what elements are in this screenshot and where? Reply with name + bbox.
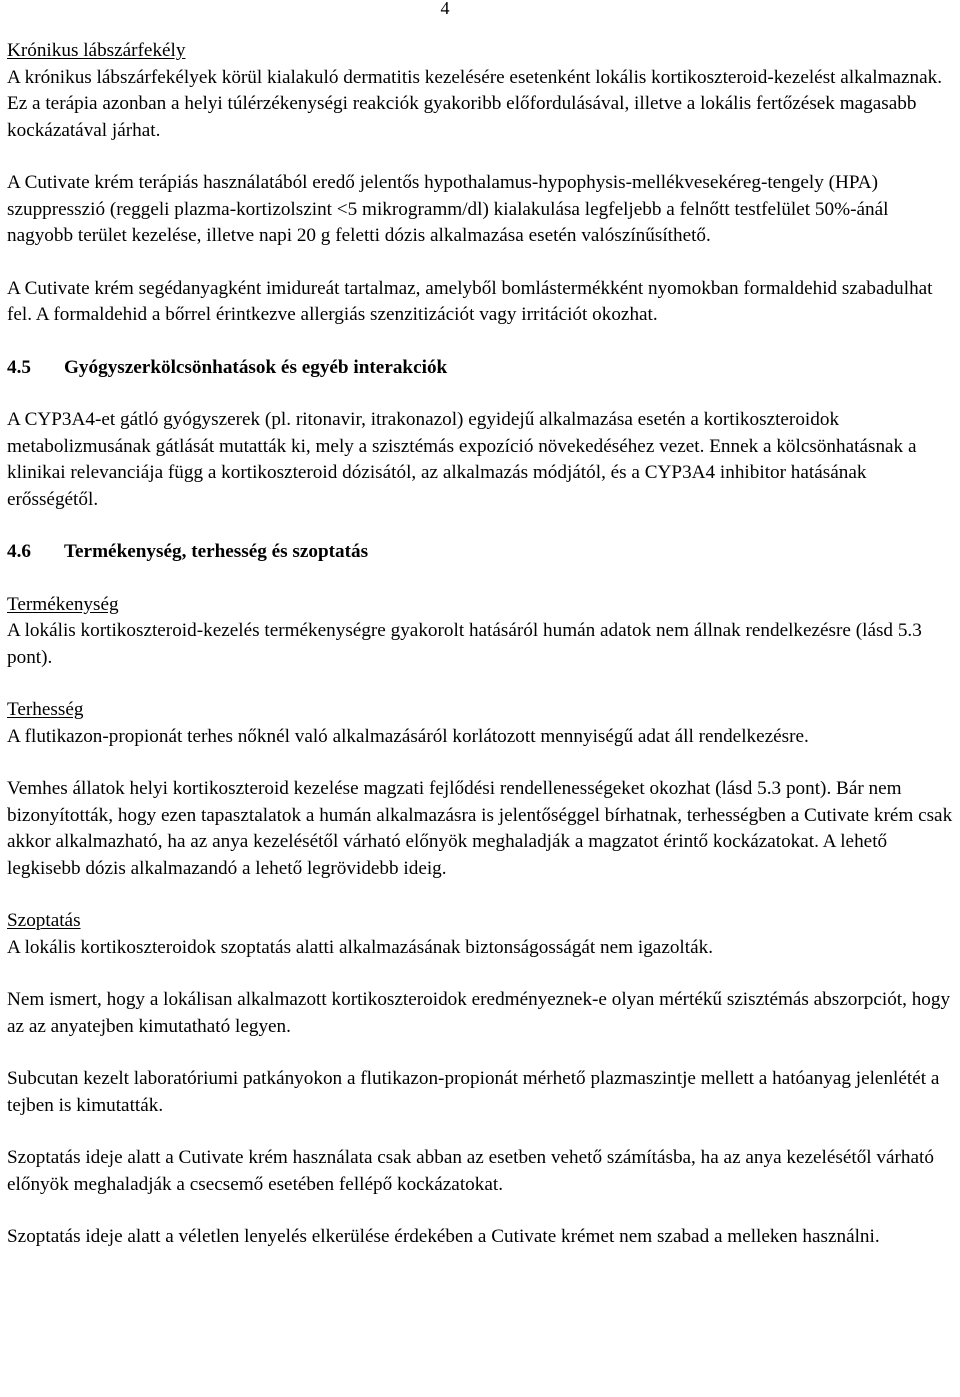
lactation-paragraph-3: Subcutan kezelt laboratóriumi patkányokon a flutikazon-propionát mérhető plazmaszintje mellett a hatóanyag jelenlétét a tejben is kimutatták. [7, 1068, 940, 1116]
pregnancy-paragraph: A flutikazon-propionát terhes nőknél való alkalmazásáról korlátozott mennyiségű adat áll rendelkezésre. [7, 725, 809, 747]
section-title: Termékenység, terhesség és szoptatás [64, 541, 369, 562]
section-title: Gyógyszerkölcsönhatások és egyéb interakciók [64, 356, 448, 378]
lactation-paragraph-4: Szoptatás ideje alatt a Cutivate krém használata csak abban az esetben vehető számításba, ha az anya kezelésétől várható előnyök meghaladják a csecsemő esetében fellépő kockázatokat. [7, 1147, 934, 1195]
document-body [7, 38, 955, 1251]
ulcer-paragraph: A krónikus lábszárfekélyek körül kialakuló dermatitis kezelésére esetenként lokális kortikoszteroid-kezelést alkalmaznak. Ez a terápia azonban a helyi túlérzékenységi reakciók gyakoribb előfordulásával, illetve a lokális fertőzések magasabb kockázatával járhat. [7, 66, 943, 141]
lactation-paragraph-2: Nem ismert, hogy a lokálisan alkalmazott kortikoszteroidok eredményeznek-e olyan mértékű szisztémás abszorpciót, hogy az az anyatejben kimutatható legyen. [7, 989, 951, 1037]
page-number: 4 [440, 0, 450, 18]
fertility-subheading: Termékenység [7, 593, 119, 615]
section-heading-4-6 [7, 539, 955, 566]
pregnancy-subheading: Terhesség [7, 699, 84, 720]
section-number: 4.6 [7, 541, 31, 562]
hpa-paragraph: A Cutivate krém terápiás használatából eredő jelentős hypothalamus-hypophysis-mellékvesekéreg-tengely (HPA) szuppresszió (reggeli plazma-kortizolszint <5 mikrogramm/dl) kialakulása legfeljebb a felnőtt testfelület 50%-ánál nagyobb terület kezelése, illetve napi 20 g feletti dózis alkalmazása esetén valószínűsíthető. [7, 172, 889, 246]
ulcer-subheading: Krónikus lábszárfekély [7, 40, 186, 61]
lactation-paragraph-5: Szoptatás ideje alatt a véletlen lenyelés elkerülése érdekében a Cutivate krémet nem szabad a melleken használni. [7, 1226, 880, 1247]
pregnancy-animal-paragraph: Vemhes állatok helyi kortikoszteroid kezelése magzati fejlődési rendellenességeket okozhat (lásd 5.3 pont). Bár nem bizonyították, hogy ezen tapasztalatok a humán alkalmazásra is jelentőséggel bírhatnak, terhességben a Cutivate krém csak akkor alkalmazható, ha az anya kezelésétől várható előnyök meghaladják a magzatot érintő kockázatokat. A lehető legkisebb dózis alkalmazandó a lehető legrövidebb ideig. [7, 778, 953, 879]
lactation-subheading: Szoptatás [7, 910, 81, 931]
section-number: 4.5 [7, 356, 31, 378]
formaldehyde-paragraph: A Cutivate krém segédanyagként imidureát tartalmaz, amelyből bomlástermékként nyomokban formaldehid szabadulhat fel. A formaldehid a bőrrel érintkezve allergiás szenzitizációt vagy irritációt okozhat. [7, 277, 933, 325]
lactation-paragraph-1: A lokális kortikoszteroidok szoptatás alatti alkalmazásának biztonságosságát nem igazolták. [7, 936, 714, 958]
fertility-paragraph: A lokális kortikoszteroid-kezelés termékenységre gyakorolt hatásáról humán adatok nem állnak rendelkezésre (lásd 5.3 pont). [7, 620, 922, 668]
section-heading-4-5 [7, 355, 955, 382]
interactions-paragraph: A CYP3A4-et gátló gyógyszerek (pl. ritonavir, itrakonazol) egyidejű alkalmazása esetén a kortikoszteroidok metabolizmusának gátlását mutatták ki, mely a szisztémás expozíció növekedéséhez vezet. Ennek a kölcsönhatásnak a klinikai relevanciája függ a kortikoszteroid dózisától, az alkalmazás módjától, és a CYP3A4 inhibitor hatásának erősségétől. [7, 409, 917, 510]
